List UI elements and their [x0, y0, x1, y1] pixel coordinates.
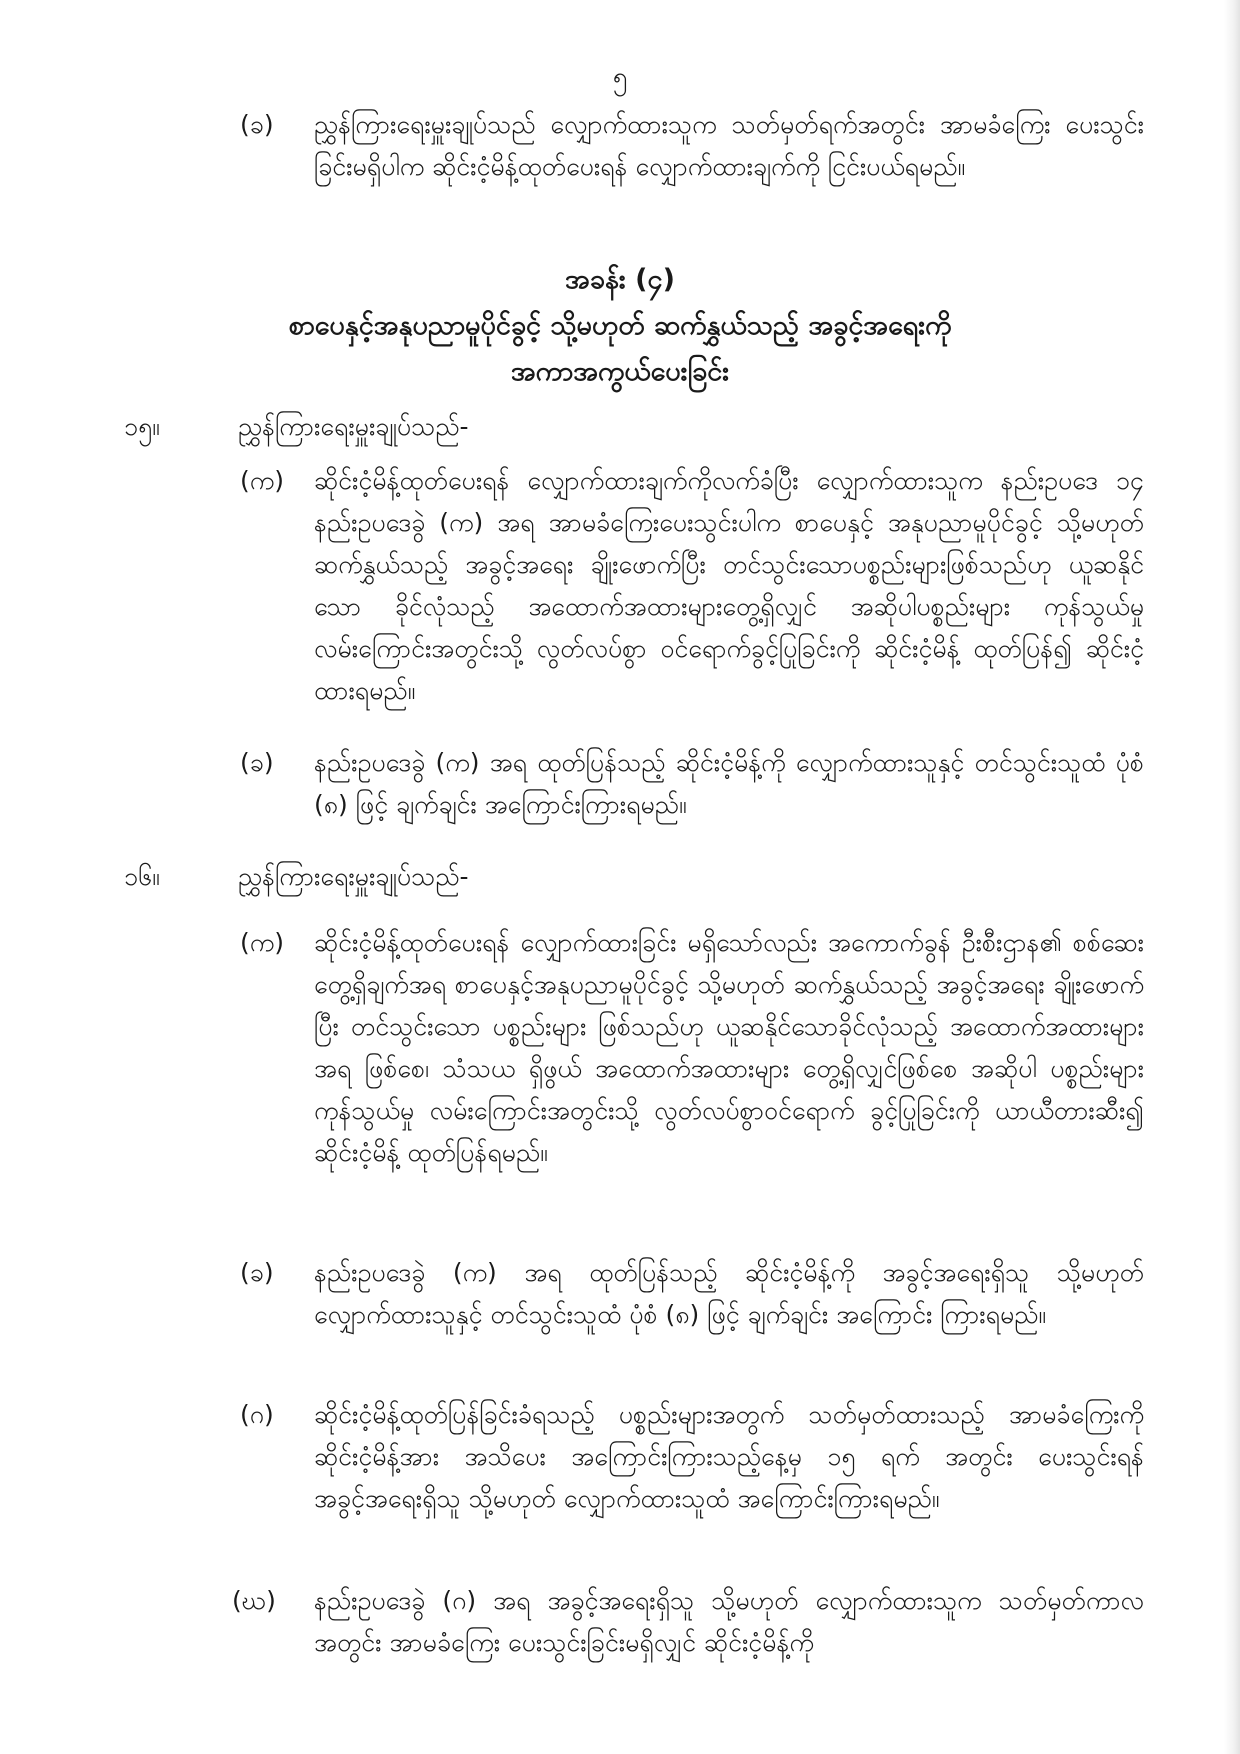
chapter-title-line1: စာပေနှင့်အနုပညာမူပိုင်ခွင့် သို့မဟုတ် ဆက်နွှယ်သည့် အခွင့်အရေးကို: [288, 310, 952, 341]
clause-mark: (က): [240, 928, 284, 957]
clause-mark: (က): [240, 466, 284, 495]
clause-text: နည်းဥပဒေခွဲ (က) အရ ထုတ်ပြန်သည့် ဆိုင်းငံ့မိန့်ကို အခွင့်အရေးရှိသူ သို့မဟုတ် လျှောက်ထားသူနှင့် တင်သွင်းသူထံ ပုံစံ (၈) ဖြင့် ချက်ချင်း အကြောင်း ကြားရမည်။: [314, 1258, 1144, 1329]
clause-text: နည်းဥပဒေခွဲ (ဂ) အရ အခွင့်အရေးရှိသူ သို့မဟုတ် လျှောက်ထားသူက သတ်မှတ်ကာလအတွင်း အာမခံကြေး ပေးသွင်းခြင်းမရှိလျှင် ဆိုင်းငံ့မိန့်ကို: [314, 1586, 1144, 1657]
clause-text: ညွှန်ကြားရေးမှူးချုပ်သည် လျှောက်ထားသူက သတ်မှတ်ရက်အတွင်း အာမခံကြေး ပေးသွင်းခြင်းမရှိပါက ဆိုင်းငံ့မိန့်ထုတ်ပေးရန် လျှောက်ထားချက်ကို ငြင်းပယ်ရမည်။: [314, 110, 1144, 181]
chapter-number: အခန်း (၄): [564, 264, 676, 295]
clause-mark: (ခ): [240, 748, 274, 777]
clause-mark: (ခ): [240, 110, 274, 139]
clause-mark: (ဃ): [232, 1586, 276, 1615]
section-intro: ညွှန်ကြားရေးမှူးချုပ်သည်-: [238, 412, 469, 441]
clause-mark: (ဂ): [240, 1400, 274, 1429]
clause-text: ဆိုင်းငံ့မိန့်ထုတ်ပြန်ခြင်းခံရသည့် ပစ္စည်းများအတွက် သတ်မှတ်ထားသည့် အာမခံကြေးကို ဆိုင်းငံ့မိန့်အား အသိပေး အကြောင်းကြားသည့်နေ့မှ ၁၅ ရက် အတွင်း ပေးသွင်းရန် အခွင့်အရေးရှိသူ သို့မဟုတ် လျှောက်ထားသူထံ အကြောင်းကြားရမည်။: [314, 1400, 1144, 1513]
section-number: ၁၆။: [124, 862, 160, 891]
clause-text: နည်းဥပဒေခွဲ (က) အရ ထုတ်ပြန်သည့် ဆိုင်းငံ့မိန့်ကို လျှောက်ထားသူနှင့် တင်သွင်းသူထံ ပုံစံ (၈) ဖြင့် ချက်ချင်း အကြောင်းကြားရမည်။: [314, 748, 1144, 819]
clause-text: ဆိုင်းငံ့မိန့်ထုတ်ပေးရန် လျှောက်ထားခြင်း မရှိသော်လည်း အကောက်ခွန် ဦးစီးဌာန၏ စစ်ဆေးတွေ့ရှိချက်အရ စာပေနှင့်အနုပညာမူပိုင်ခွင့် သို့မဟုတ် ဆက်နွှယ်သည့် အခွင့်အရေး ချိုးဖောက်ပြီး တင်သွင်းသော ပစ္စည်းများ ဖြစ်သည်ဟု ယူဆနိုင်သောခိုင်လုံသည့် အထောက်အထားများအရ ဖြစ်စေ၊ သံသယ ရှိဖွယ် အထောက်အထားများ တွေ့ရှိလျှင်ဖြစ်စေ အဆိုပါ ပစ္စည်းများ ကုန်သွယ်မှု လမ်းကြောင်းအတွင်းသို့ လွတ်လပ်စွာဝင်ရောက် ခွင့်ပြုခြင်းကို ယာယီတားဆီး၍ ဆိုင်းငံ့မိန့် ထုတ်ပြန်ရမည်။: [314, 928, 1144, 1167]
clause-mark: (ခ): [240, 1258, 274, 1287]
page-number: ၅: [612, 62, 628, 92]
section-number: ၁၅။: [124, 412, 160, 441]
section-intro: ညွှန်ကြားရေးမှူးချုပ်သည်-: [238, 862, 469, 891]
chapter-title-line2: အကာအကွယ်ပေးခြင်း: [510, 356, 730, 387]
clause-text: ဆိုင်းငံ့မိန့်ထုတ်ပေးရန် လျှောက်ထားချက်ကိုလက်ခံပြီး လျှောက်ထားသူက နည်းဥပဒေ ၁၄ နည်းဥပဒေခွဲ (က) အရ အာမခံကြေးပေးသွင်းပါက စာပေနှင့် အနုပညာမူပိုင်ခွင့် သို့မဟုတ် ဆက်နွှယ်သည့် အခွင့်အရေး ချိုးဖောက်ပြီး တင်သွင်းသောပစ္စည်းများဖြစ်သည်ဟု ယူဆနိုင်သော ခိုင်လုံသည့် အထောက်အထားများတွေ့ရှိလျှင် အဆိုပါပစ္စည်းများ ကုန်သွယ်မှုလမ်းကြောင်းအတွင်းသို့ လွတ်လပ်စွာ ဝင်ရောက်ခွင့်ပြုခြင်းကို ဆိုင်းငံ့မိန့် ထုတ်ပြန်၍ ဆိုင်းငံ့ထားရမည်။: [314, 466, 1144, 705]
